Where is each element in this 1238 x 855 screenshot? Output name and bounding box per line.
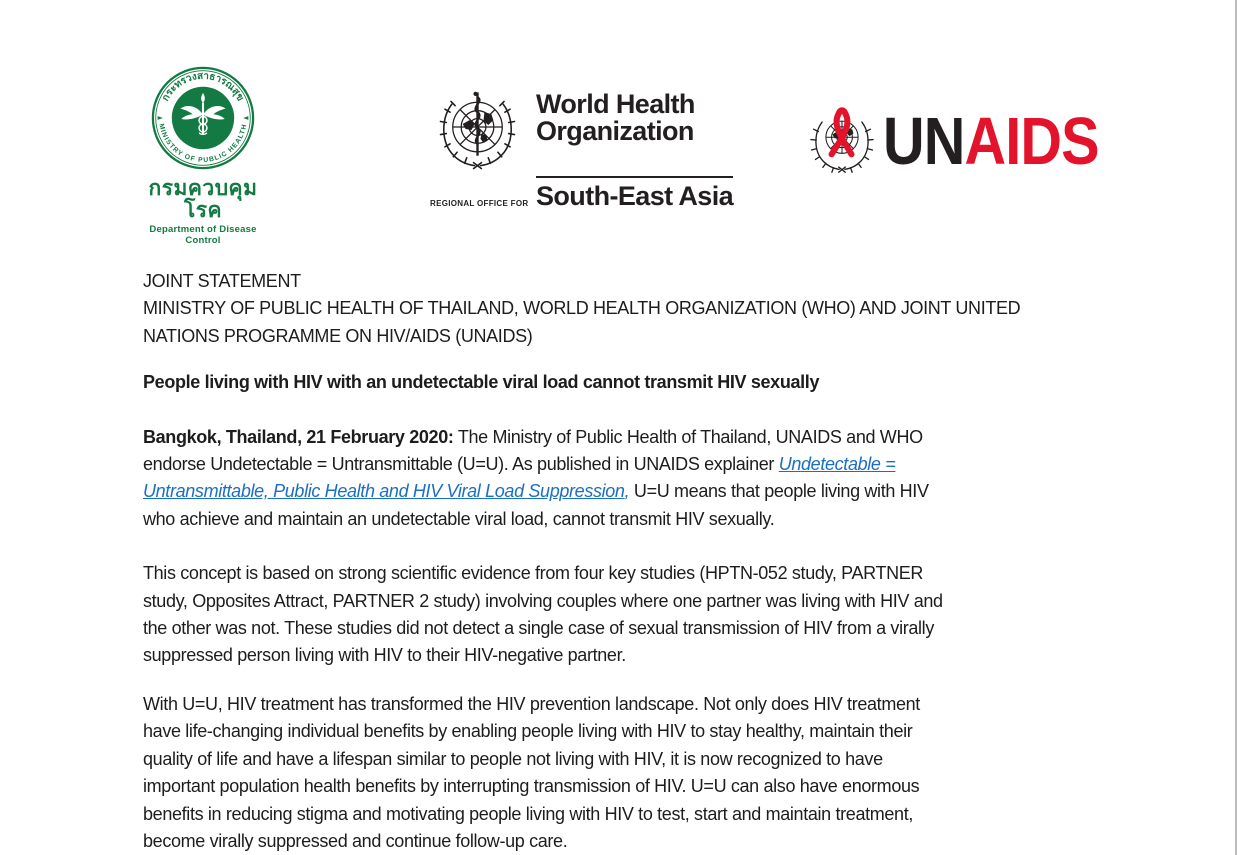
paragraph-3	[143, 691, 1108, 855]
link-trailing-comma: ,	[624, 481, 630, 502]
who-logo	[430, 86, 733, 212]
svg-text:กระทรวงสาธารณสุข: กระทรวงสาธารณสุข	[160, 70, 246, 104]
p3-line-3: quality of life and have a lifespan similar to people not living with HIV, it is now recognized to have	[143, 748, 883, 769]
statement-heading: People living with HIV with an undetectable viral load cannot transmit HIV sexually	[143, 372, 820, 393]
moph-department-name-thai: กรมควบคุมโรค	[148, 177, 258, 223]
p3-line-2: have life-changing individual benefits by enabling people living with HIV to stay healthy, maintain their	[143, 721, 913, 742]
p1-line-4: who achieve and maintain an undetectable viral load, cannot transmit HIV sexually.	[143, 508, 775, 529]
paragraph-1	[143, 424, 1108, 534]
unaids-explainer-link[interactable]: Undetectable =	[778, 454, 896, 475]
unaids-emblem-icon	[806, 103, 878, 179]
document-body	[143, 268, 1108, 855]
unaids-explainer-link-continued[interactable]: Untransmittable, Public Health and HIV Viral Load Suppression	[143, 481, 625, 502]
moph-seal-icon	[151, 66, 255, 170]
p1-line-2	[143, 451, 1108, 478]
title-line-2: MINISTRY OF PUBLIC HEALTH OF THAILAND, WORLD HEALTH ORGANIZATION (WHO) AND JOINT UNITED	[143, 298, 1021, 319]
title-line-1: JOINT STATEMENT	[143, 271, 301, 291]
unaids-wordmark-un: UN	[883, 103, 965, 179]
paragraph-2	[143, 560, 1108, 670]
who-region-label: South-East Asia	[536, 176, 733, 212]
svg-text:MINISTRY OF PUBLIC HEALTH: MINISTRY OF PUBLIC HEALTH	[157, 123, 249, 165]
moph-logo	[139, 66, 267, 246]
p1-line-3-text: U=U means that people living with HIV	[629, 481, 929, 502]
who-name-line2: Organization	[536, 116, 694, 146]
title-block	[143, 268, 1108, 350]
title-line-3: NATIONS PROGRAMME ON HIV/AIDS (UNAIDS)	[143, 325, 533, 346]
p1-line-1	[143, 424, 1108, 451]
dateline: Bangkok, Thailand, 21 February 2020:	[143, 426, 454, 447]
who-regional-office-label: REGIONAL OFFICE FOR	[430, 199, 529, 208]
who-name	[536, 86, 733, 145]
p3-line-6: become virally suppressed and continue follow-up care.	[143, 830, 568, 851]
page-edge-line	[1235, 0, 1237, 855]
p3-line-5: benefits in reducing stigma and motivating people living with HIV to test, start and maintain treatment,	[143, 803, 914, 824]
unaids-wordmark	[883, 103, 1099, 179]
unaids-logo	[806, 103, 1134, 179]
p3-line-4: important population health benefits by interrupting transmission of HIV. U=U can also have enormous	[143, 776, 920, 797]
p2-line-1: This concept is based on strong scientific evidence from four key studies (HPTN-052 study, PARTNER	[143, 563, 924, 584]
p1-line-3	[143, 478, 1108, 505]
who-name-line1: World Health	[536, 89, 695, 119]
p3-line-1: With U=U, HIV treatment has transformed the HIV prevention landscape. Not only does HIV treatment	[143, 693, 920, 714]
p2-line-4: suppressed person living with HIV to their HIV-negative partner.	[143, 645, 626, 666]
who-emblem-icon	[430, 86, 525, 172]
moph-department-name-english: Department of Disease Control	[149, 224, 257, 247]
p1-line-1-text: The Ministry of Public Health of Thailand, UNAIDS and WHO	[453, 426, 923, 447]
p1-line-2-text: endorse Undetectable = Untransmittable (U=U). As published in UNAIDS explainer	[143, 454, 779, 475]
unaids-wordmark-aids: AIDS	[964, 103, 1099, 179]
p2-line-3: the other was not. These studies did not detect a single case of sexual transmission of HIV from a virally	[143, 618, 934, 639]
p2-line-2: study, Opposites Attract, PARTNER 2 study) involving couples where one partner was living with HIV and	[143, 590, 943, 611]
